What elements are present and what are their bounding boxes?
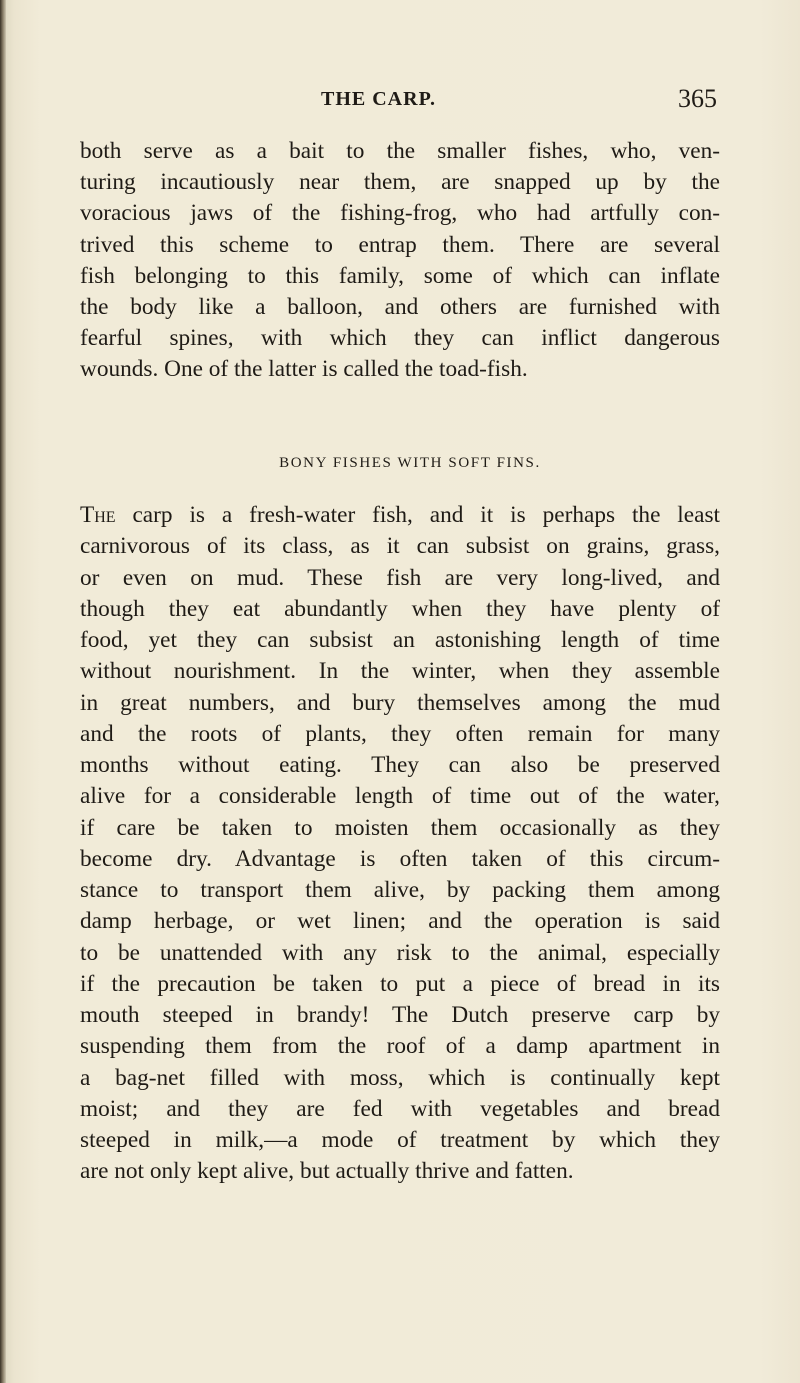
text-line: wounds. One of the latter is called the toad-fish. — [80, 356, 528, 383]
opening-word: The — [80, 502, 116, 528]
text-line: to be unattended with any risk to the animal, especially — [80, 939, 720, 966]
paragraph-1 — [80, 136, 720, 386]
text-line: trived this scheme to entrap them. There are several — [80, 231, 720, 258]
text-line: or even on mud. These fish are very long-lived, and — [80, 564, 720, 591]
text-line: and the roots of plants, they often remain for many — [80, 720, 720, 747]
text-line: stance to transport them alive, by packing them among — [80, 877, 720, 903]
text-line: steeped in milk,—a mode of treatment by which they — [80, 1127, 720, 1153]
text-line-first — [80, 500, 720, 531]
text-line: alive for a considerable length of time out of the water, — [80, 783, 720, 810]
running-header — [257, 84, 717, 118]
text-line: food, yet they can subsist an astonishing length of time — [80, 627, 720, 653]
paragraph-2 — [80, 500, 720, 1188]
running-title: THE CARP. — [321, 88, 436, 110]
page-number: 365 — [678, 84, 717, 113]
text-line: are not only kept alive, but actually thrive and fatten. — [80, 1158, 574, 1185]
text-line: both serve as a bait to the smaller fishes, who, ven- — [80, 138, 720, 164]
text-line: damp herbage, or wet linen; and the operation is said — [80, 908, 720, 935]
text-line: carnivorous of its class, as it can subsist on grains, grass, — [80, 533, 720, 560]
text-line: turing incautiously near them, are snapped up by the — [80, 169, 720, 196]
text-line: if the precaution be taken to put a piece of bread in its — [80, 970, 720, 997]
text-line: become dry. Advantage is often taken of this circum- — [80, 845, 720, 872]
text-line: in great numbers, and bury themselves among the mud — [80, 689, 720, 716]
first-line-text: carp is a fresh-water fish, and it is perhaps the least — [115, 502, 720, 528]
text-line: a bag-net filled with moss, which is continually kept — [80, 1064, 720, 1091]
text-line: fish belonging to this family, some of which can inflate — [80, 262, 720, 289]
text-line: suspending them from the roof of a damp apartment in — [80, 1033, 720, 1060]
text-line: fearful spines, with which they can inflict dangerous — [80, 325, 720, 352]
text-line: voracious jaws of the fishing-frog, who had artfully con- — [80, 200, 720, 227]
text-line: the body like a balloon, and others are furnished with — [80, 294, 720, 321]
page-binding-edge — [0, 0, 6, 1383]
text-line: if care be taken to moisten them occasionally as they — [80, 814, 720, 841]
text-line: though they eat abundantly when they have plenty of — [80, 595, 720, 622]
text-line: mouth steeped in brandy! The Dutch preserve carp by — [80, 1002, 720, 1028]
text-line: without nourishment. In the winter, when they assemble — [80, 658, 720, 685]
section-heading: BONY FISHES WITH SOFT FINS. — [279, 455, 541, 471]
text-line: months without eating. They can also be preserved — [80, 752, 720, 778]
text-line: moist; and they are fed with vegetables and bread — [80, 1095, 720, 1122]
